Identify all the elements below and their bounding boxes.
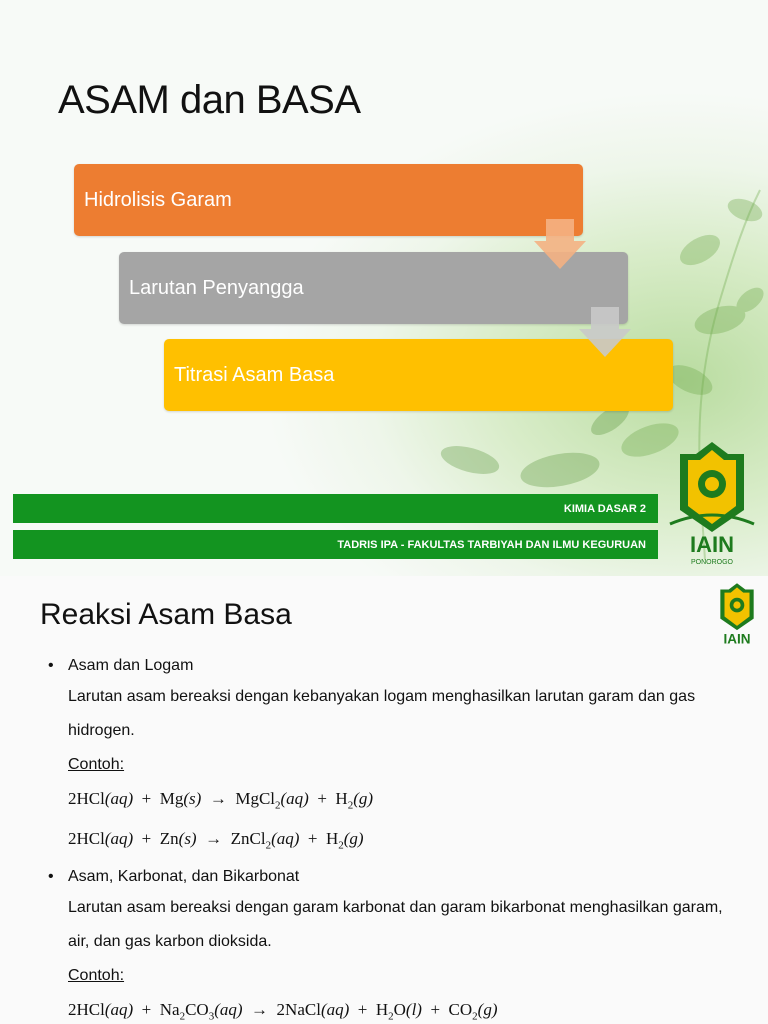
footer-course: KIMIA DASAR 2 — [563, 502, 646, 515]
equation: 2HCl(aq) + Mg(s) → MgCl$_2$(aq) + $H_2(g)$ — [68, 789, 374, 812]
flow-box-hidrolisis — [74, 164, 583, 236]
flow-box-label: Titrasi Asam Basa — [174, 363, 335, 386]
down-arrow-icon — [534, 219, 586, 271]
logo-text: IAIN — [690, 532, 734, 557]
flow-box-label: Larutan Penyangga — [129, 276, 304, 299]
slide-2 — [0, 576, 768, 1024]
flow-box-label: Hidrolisis Garam — [84, 188, 232, 211]
slide-title: Reaksi Asam Basa — [40, 598, 292, 631]
footer-course-bar — [13, 494, 658, 523]
section-description: Larutan asam bereaksi dengan garam karbonat dan garam bikarbonat menghasilkan garam, air, dan gas karbon dioksida. — [68, 898, 723, 950]
down-arrow-icon — [579, 307, 631, 359]
section-heading: • Asam, Karbonat, dan Bikarbonat — [48, 863, 738, 891]
logo-subtext: PONOROGO — [690, 559, 734, 566]
iain-logo-icon — [664, 440, 760, 570]
footer-department-bar — [13, 530, 658, 559]
footer-department: TADRIS IPA - FAKULTAS TARBIYAH DAN ILMU KEGURUAN — [337, 538, 646, 551]
section-description: Larutan asam bereaksi dengan kebanyakan logam menghasilkan larutan garam dan gas hidrogen. — [68, 688, 696, 739]
equation: $2HCl(aq) + Na_2CO_3(aq)$ → 2NaCl(aq) + $H_2O(l) + CO_2(g)$ — [68, 999, 498, 1023]
section-heading: • Asam dan Logam — [48, 652, 738, 680]
example-label: Contoh: — [68, 966, 125, 984]
example-label: Contoh: — [68, 756, 125, 773]
equation: 2HCl(aq) + Zn(s) → ZnCl$_2$(aq) + $H_2(g)$ — [68, 829, 364, 852]
slide-title: ASAM dan BASA — [58, 78, 361, 122]
logo-text: IAIN — [723, 631, 751, 647]
slide-content — [48, 652, 738, 1024]
iain-logo-icon — [712, 582, 762, 650]
